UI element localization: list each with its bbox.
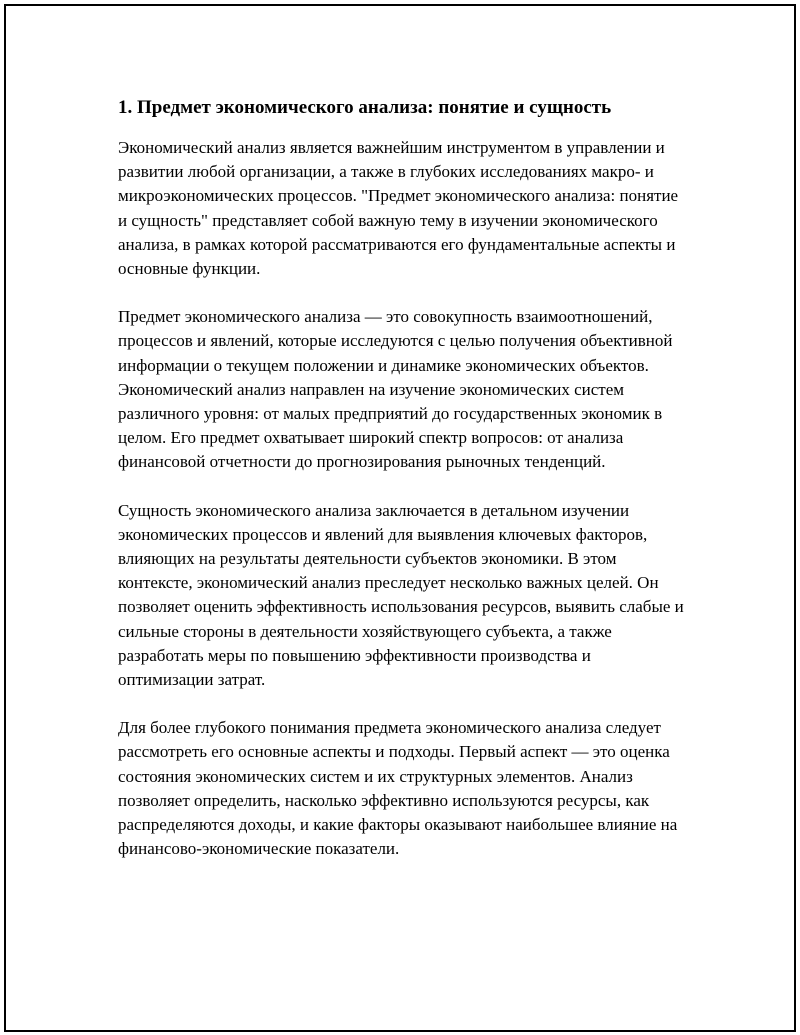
section-title: 1. Предмет экономического анализа: понятие и сущность [118,97,612,118]
paragraph-aspects: Для более глубокого понимания предмета экономического анализа следует рассмотреть его основные аспекты и подходы. Первый аспект — это оценка состояния экономических систем и их структурных элементов. Анализ позволяет определить, насколько эффективно используются ресурсы, как распределяются доходы, и какие факторы оказывают наибольшее влияние на финансово-экономические показатели. [118,718,678,859]
paragraph-intro: Экономический анализ является важнейшим инструментом в управлении и развитии любой организации, а также в глубоких исследованиях макро- и микроэкономических процессов. "Предмет экономического анализа: понятие и сущность" представляет собой важную тему в изучении экономического анализа, в рамках которой рассматриваются его фундаментальные аспекты и основные функции. [118,138,679,279]
paragraph-essence: Сущность экономического анализа заключается в детальном изучении экономических процессов и явлений для выявления ключевых факторов, влияющих на результаты деятельности субъектов экономики. В этом контексте, экономический анализ преследует несколько важных целей. Он позволяет оценить эффективность использования ресурсов, выявить слабые и сильные стороны в деятельности хозяйствующего субъекта, а также разработать меры по повышению эффективности производства и оптимизации затрат. [118,500,684,690]
document-body [118,96,688,885]
paragraph-subject: Предмет экономического анализа — это совокупность взаимоотношений, процессов и явлений, которые исследуются с целью получения объективной информации о текущем положении и динамике экономических объектов. Экономический анализ направлен на изучение экономических систем различного уровня: от малых предприятий до государственных экономик в целом. Его предмет охватывает широкий спектр вопросов: от анализа финансовой отчетности до прогнозирования рыночных тенденций. [118,307,673,472]
